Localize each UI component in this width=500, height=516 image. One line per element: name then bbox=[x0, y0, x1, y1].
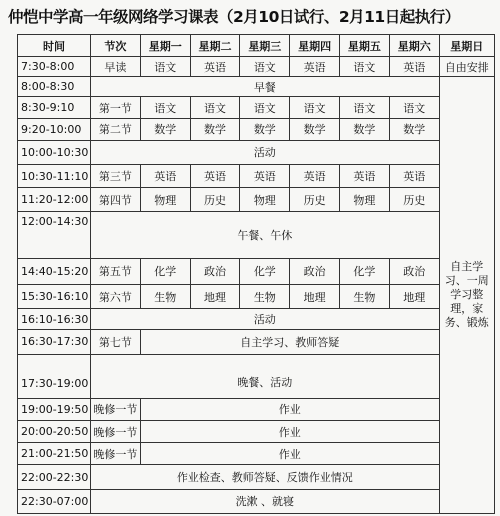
period-cell: 第二节 bbox=[91, 118, 141, 140]
subject-cell: 语文 bbox=[290, 97, 340, 118]
subject-cell: 历史 bbox=[389, 188, 439, 212]
time-cell: 22:30-07:00 bbox=[18, 489, 91, 513]
table-row bbox=[18, 188, 495, 212]
header-sun: 星期日 bbox=[439, 35, 494, 57]
subject-cell: 英语 bbox=[389, 57, 439, 77]
time-cell: 8:00-8:30 bbox=[18, 77, 91, 97]
table-row bbox=[18, 57, 495, 77]
subject-cell: 语文 bbox=[240, 97, 290, 118]
page-title: 仲恺中学高一年级网络学习课表（2月10日试行、2月11日起执行） bbox=[8, 8, 460, 26]
time-cell: 19:00-19:50 bbox=[18, 398, 91, 420]
subject-cell: 英语 bbox=[389, 165, 439, 188]
table-row bbox=[18, 165, 495, 188]
header-tue: 星期二 bbox=[190, 35, 240, 57]
subject-cell: 地理 bbox=[190, 284, 240, 308]
activity-cell: 作业 bbox=[140, 421, 439, 443]
time-cell: 7:30-8:00 bbox=[18, 57, 91, 77]
period-cell: 第五节 bbox=[91, 258, 141, 284]
time-cell: 15:30-16:10 bbox=[18, 284, 91, 308]
table-row bbox=[18, 330, 495, 354]
period-cell: 第三节 bbox=[91, 165, 141, 188]
activity-cell: 作业 bbox=[140, 443, 439, 465]
time-cell: 8:30-9:10 bbox=[18, 97, 91, 118]
table-row bbox=[18, 77, 495, 97]
subject-cell: 地理 bbox=[290, 284, 340, 308]
time-cell: 14:40-15:20 bbox=[18, 258, 91, 284]
subject-cell: 语文 bbox=[140, 97, 190, 118]
table-row bbox=[18, 258, 495, 284]
time-cell: 12:00-14:30 bbox=[18, 212, 91, 258]
table-row bbox=[18, 97, 495, 118]
activity-cell: 作业 bbox=[140, 398, 439, 420]
activity-cell: 活动 bbox=[91, 309, 440, 330]
subject-cell: 语文 bbox=[190, 97, 240, 118]
subject-cell: 政治 bbox=[389, 258, 439, 284]
activity-cell: 午餐、午休 bbox=[91, 212, 440, 258]
subject-cell: 数学 bbox=[340, 118, 390, 140]
time-cell: 22:00-22:30 bbox=[18, 465, 91, 489]
table-row bbox=[18, 118, 495, 140]
header-thu: 星期四 bbox=[290, 35, 340, 57]
period-cell: 早读 bbox=[91, 57, 141, 77]
subject-cell: 历史 bbox=[190, 188, 240, 212]
subject-cell: 历史 bbox=[290, 188, 340, 212]
period-cell: 第六节 bbox=[91, 284, 141, 308]
subject-cell: 英语 bbox=[290, 57, 340, 77]
subject-cell: 语文 bbox=[389, 97, 439, 118]
subject-cell: 政治 bbox=[190, 258, 240, 284]
table-row bbox=[18, 140, 495, 164]
header-fri: 星期五 bbox=[340, 35, 390, 57]
header-time: 时间 bbox=[18, 35, 91, 57]
time-cell: 21:00-21:50 bbox=[18, 443, 91, 465]
time-cell: 20:00-20:50 bbox=[18, 421, 91, 443]
period-cell: 第一节 bbox=[91, 97, 141, 118]
header-wed: 星期三 bbox=[240, 35, 290, 57]
activity-cell: 作业检查、教师答疑、反馈作业情况 bbox=[91, 465, 440, 489]
table-row bbox=[18, 284, 495, 308]
subject-cell: 物理 bbox=[340, 188, 390, 212]
subject-cell: 数学 bbox=[190, 118, 240, 140]
activity-cell: 活动 bbox=[91, 140, 440, 164]
subject-cell: 语文 bbox=[140, 57, 190, 77]
header-sat: 星期六 bbox=[389, 35, 439, 57]
period-cell: 第四节 bbox=[91, 188, 141, 212]
period-cell: 第七节 bbox=[91, 330, 141, 354]
time-cell: 9:20-10:00 bbox=[18, 118, 91, 140]
header-row bbox=[18, 35, 495, 57]
subject-cell: 英语 bbox=[240, 165, 290, 188]
period-cell: 晚修一节 bbox=[91, 443, 141, 465]
time-cell: 16:30-17:30 bbox=[18, 330, 91, 354]
subject-cell: 语文 bbox=[340, 57, 390, 77]
table-row bbox=[18, 421, 495, 443]
sunday-morning-cell: 自由安排 bbox=[439, 57, 494, 77]
subject-cell: 英语 bbox=[190, 165, 240, 188]
subject-cell: 生物 bbox=[140, 284, 190, 308]
header-period: 节次 bbox=[91, 35, 141, 57]
period-cell: 晚修一节 bbox=[91, 421, 141, 443]
table-row bbox=[18, 398, 495, 420]
sunday-afternoon-cell: 自主学习、一周学习整理，家务、锻炼 bbox=[439, 77, 494, 514]
subject-cell: 英语 bbox=[140, 165, 190, 188]
table-row bbox=[18, 489, 495, 513]
subject-cell: 语文 bbox=[340, 97, 390, 118]
time-cell: 16:10-16:30 bbox=[18, 309, 91, 330]
time-cell: 10:00-10:30 bbox=[18, 140, 91, 164]
subject-cell: 生物 bbox=[340, 284, 390, 308]
schedule-table bbox=[17, 34, 495, 514]
time-cell: 17:30-19:00 bbox=[18, 354, 91, 398]
activity-cell: 晚餐、活动 bbox=[91, 354, 440, 398]
table-row bbox=[18, 212, 495, 258]
subject-cell: 数学 bbox=[240, 118, 290, 140]
subject-cell: 化学 bbox=[140, 258, 190, 284]
subject-cell: 英语 bbox=[290, 165, 340, 188]
activity-cell: 早餐 bbox=[91, 77, 440, 97]
period-cell: 晚修一节 bbox=[91, 398, 141, 420]
subject-cell: 化学 bbox=[340, 258, 390, 284]
subject-cell: 生物 bbox=[240, 284, 290, 308]
activity-cell: 自主学习、教师答疑 bbox=[140, 330, 439, 354]
table-row bbox=[18, 465, 495, 489]
header-mon: 星期一 bbox=[140, 35, 190, 57]
subject-cell: 英语 bbox=[190, 57, 240, 77]
table-row bbox=[18, 309, 495, 330]
subject-cell: 地理 bbox=[389, 284, 439, 308]
subject-cell: 物理 bbox=[140, 188, 190, 212]
subject-cell: 物理 bbox=[240, 188, 290, 212]
subject-cell: 数学 bbox=[389, 118, 439, 140]
subject-cell: 数学 bbox=[140, 118, 190, 140]
subject-cell: 数学 bbox=[290, 118, 340, 140]
subject-cell: 语文 bbox=[240, 57, 290, 77]
activity-cell: 洗漱 、就寝 bbox=[91, 489, 440, 513]
time-cell: 11:20-12:00 bbox=[18, 188, 91, 212]
subject-cell: 英语 bbox=[340, 165, 390, 188]
time-cell: 10:30-11:10 bbox=[18, 165, 91, 188]
subject-cell: 政治 bbox=[290, 258, 340, 284]
table-row bbox=[18, 354, 495, 398]
subject-cell: 化学 bbox=[240, 258, 290, 284]
table-row bbox=[18, 443, 495, 465]
